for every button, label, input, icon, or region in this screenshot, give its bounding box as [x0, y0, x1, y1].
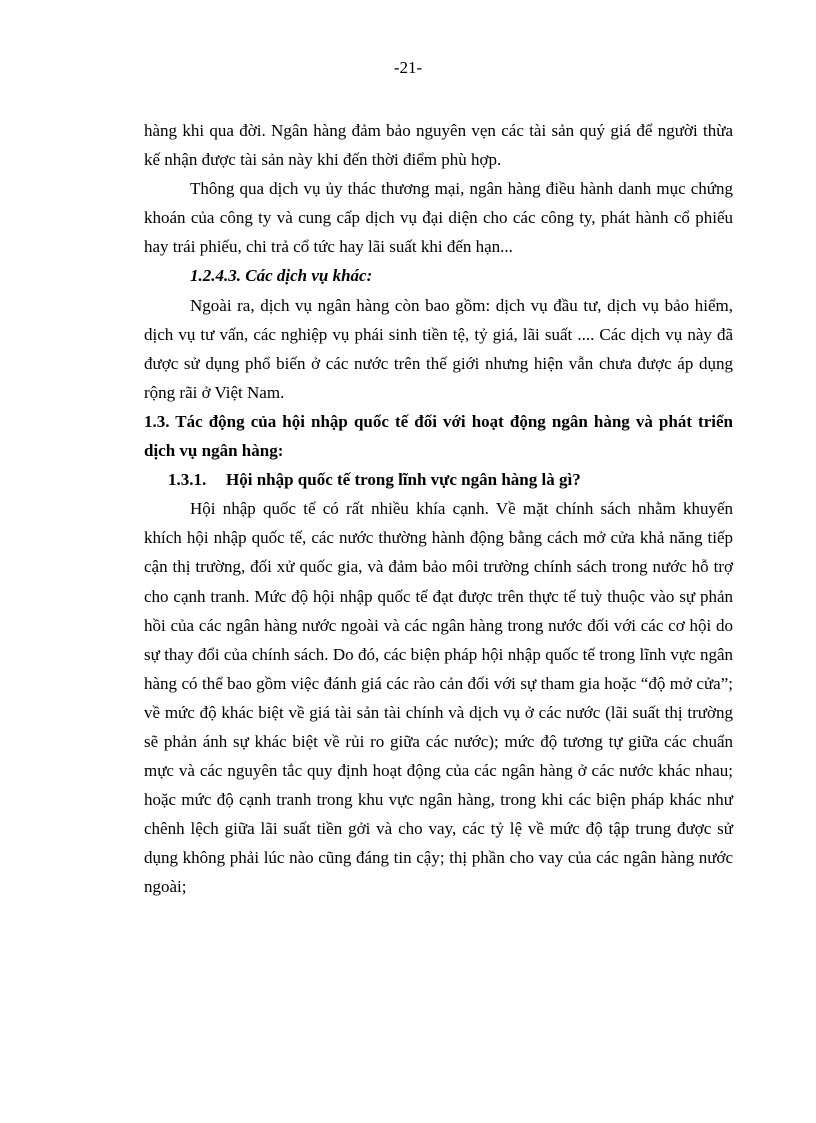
heading-1-3: 1.3. Tác động của hội nhập quốc tế đối với hoạt động ngân hàng và phát triển dịch vụ ngân hàng:	[144, 411, 733, 461]
heading-1-2-4-3: 1.2.4.3. Các dịch vụ khác:	[190, 266, 373, 286]
heading-1-3-1	[144, 465, 733, 494]
heading-1-3-1-number: 1.3.1.	[168, 470, 207, 490]
document-body	[144, 116, 733, 902]
paragraph-inheritance-continuation: hàng khi qua đời. Ngân hàng đảm bảo nguyên vẹn các tài sản quý giá để người thừa kế nhận được tài sản này khi đến thời điểm phù hợp.	[144, 121, 733, 170]
heading-1-3-1-title: Hội nhập quốc tế trong lĩnh vực ngân hàng là gì?	[226, 470, 581, 490]
page-number: -21-	[393, 58, 423, 77]
paragraph-commercial-trust: Thông qua dịch vụ ủy thác thương mại, ngân hàng điều hành danh mục chứng khoán của công ty và cung cấp dịch vụ đại diện cho các công ty, phát hành cổ phiếu hay trái phiếu, chi trả cổ tức hay lãi suất khi đến hạn...	[144, 179, 733, 257]
paragraph-international-integration: Hội nhập quốc tế có rất nhiều khía cạnh. Về mặt chính sách nhằm khuyến khích hội nhập quốc tế, các nước thường hành động bằng cách mở cửa khả năng tiếp cận thị trường, đối xử quốc gia, và đảm bảo môi trường chính sách trong nước hỗ trợ cho cạnh tranh. Mức độ hội nhập quốc tế đạt được trên thực tế tuỳ thuộc vào sự phản hồi của các ngân hàng nước ngoài và các ngân hàng trong nước đối với các cơ hội do sự thay đổi của chính sách. Do đó, các biện pháp hội nhập quốc tế trong lĩnh vực ngân hàng có thể bao gồm việc đánh giá các rào cản đối với sự tham gia hoặc “độ mở cửa”; về mức độ khác biệt về giá tài sản tài chính và dịch vụ ở các nước (lãi suất thị trường sẽ phản ánh sự khác biệt về rủi ro giữa các nước); mức độ tương tự giữa các chuẩn mực và các nguyên tắc quy định hoạt động của các ngân hàng ở các nước khác nhau; hoặc mức độ cạnh tranh trong khu vực ngân hàng, trong khi các biện pháp khác như chênh lệch giữa lãi suất tiền gởi và cho vay, các tỷ lệ về mức độ tập trung được sử dụng không phải lúc nào cũng đáng tin cậy; thị phần cho vay của các ngân hàng nước ngoài;	[144, 499, 733, 897]
paragraph-other-services: Ngoài ra, dịch vụ ngân hàng còn bao gồm: dịch vụ đầu tư, dịch vụ bảo hiểm, dịch vụ tư vấn, các nghiệp vụ phái sinh tiền tệ, tỷ giá, lãi suất .... Các dịch vụ này đã được sử dụng phổ biến ở các nước trên thế giới nhưng hiện vẫn chưa được áp dụng rộng rãi ở Việt Nam.	[144, 295, 733, 402]
